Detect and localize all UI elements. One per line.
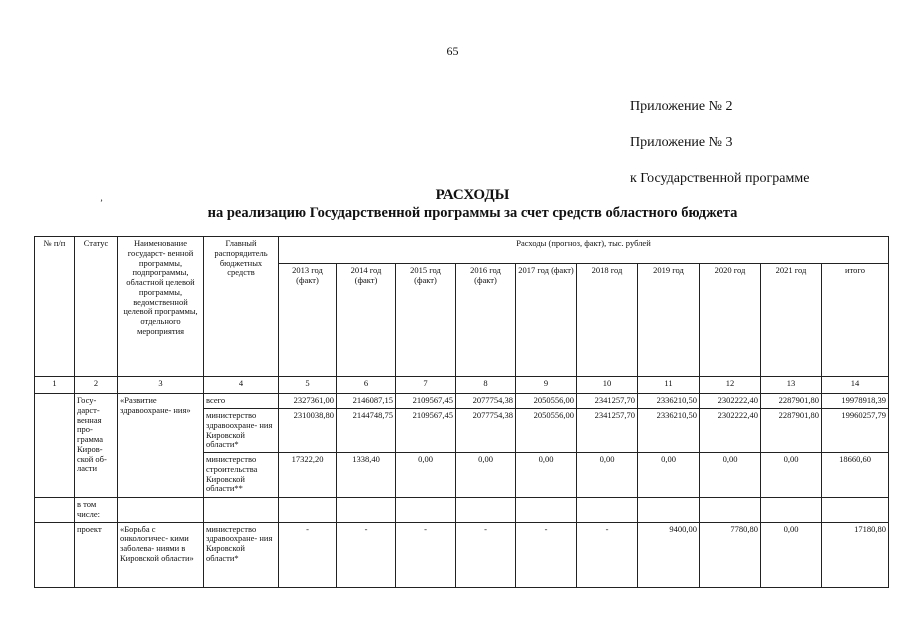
- empty-cell: [456, 498, 516, 523]
- year-header-total: итого: [822, 264, 889, 377]
- program-name: «Развитие здравоохране- ния»: [118, 394, 204, 498]
- annex-line-2: Приложение № 3: [630, 135, 733, 150]
- table-row: [35, 498, 889, 523]
- value-cell: 0,00: [456, 453, 516, 498]
- value-cell: 18660,60: [822, 453, 889, 498]
- value-cell: 0,00: [700, 453, 761, 498]
- empty-cell: [35, 498, 75, 523]
- distributor-cell: министерство строительства Кировской области**: [204, 453, 279, 498]
- value-cell: 0,00: [638, 453, 700, 498]
- column-number: 10: [577, 377, 638, 394]
- distributor-cell: всего: [204, 394, 279, 409]
- header-distributor: Главный распорядитель бюджетных средств: [204, 237, 279, 377]
- column-number: 3: [118, 377, 204, 394]
- column-number: 2: [75, 377, 118, 394]
- value-cell: -: [577, 522, 638, 587]
- header-name: Наименование государст- венной программы, подпрограммы, областной целевой программы, ведомственной целевой программы, отдельного мероприятия: [118, 237, 204, 377]
- empty-cell: [638, 498, 700, 523]
- value-cell: 19960257,79: [822, 409, 889, 453]
- year-header: 2013 год (факт): [279, 264, 337, 377]
- column-number: 14: [822, 377, 889, 394]
- value-cell: 2146087,15: [337, 394, 396, 409]
- value-cell: 9400,00: [638, 522, 700, 587]
- value-cell: 2327361,00: [279, 394, 337, 409]
- empty-cell: [204, 498, 279, 523]
- value-cell: -: [396, 522, 456, 587]
- column-number: 12: [700, 377, 761, 394]
- value-cell: 2287901,80: [761, 409, 822, 453]
- value-cell: 2077754,38: [456, 409, 516, 453]
- value-cell: 2336210,50: [638, 394, 700, 409]
- value-cell: -: [456, 522, 516, 587]
- column-number: 13: [761, 377, 822, 394]
- column-number: 1: [35, 377, 75, 394]
- project-status: проект: [75, 522, 118, 587]
- header-expenses: Расходы (прогноз, факт), тыс. рублей: [279, 237, 889, 264]
- value-cell: 1338,40: [337, 453, 396, 498]
- value-cell: 19978918,39: [822, 394, 889, 409]
- year-header: 2015 год (факт): [396, 264, 456, 377]
- value-cell: 17322,20: [279, 453, 337, 498]
- value-cell: -: [279, 522, 337, 587]
- column-number: 5: [279, 377, 337, 394]
- value-cell: 2109567,45: [396, 409, 456, 453]
- empty-cell: [516, 498, 577, 523]
- document-title: РАСХОДЫ: [435, 187, 510, 203]
- value-cell: 0,00: [577, 453, 638, 498]
- value-cell: 2050556,00: [516, 394, 577, 409]
- year-header: 2014 год (факт): [337, 264, 396, 377]
- annex-line-1: Приложение № 2: [630, 99, 733, 114]
- header-status: Статус: [75, 237, 118, 377]
- value-cell: 0,00: [761, 522, 822, 587]
- column-numbers-row: [35, 377, 889, 394]
- stray-mark: ’: [100, 198, 103, 208]
- year-header: 2021 год: [761, 264, 822, 377]
- empty-cell: [822, 498, 889, 523]
- distributor-cell: министерство здравоохране- ния Кировской области*: [204, 522, 279, 587]
- value-cell: 2341257,70: [577, 394, 638, 409]
- column-number: 4: [204, 377, 279, 394]
- including-label: в том числе:: [75, 498, 118, 523]
- column-number: 9: [516, 377, 577, 394]
- program-status: Госу- дарст- венная про- грамма Киров- ской об- ласти: [75, 394, 118, 498]
- value-cell: 2302222,40: [700, 394, 761, 409]
- page-number: 65: [446, 44, 459, 58]
- empty-cell: [700, 498, 761, 523]
- table-row: [35, 522, 889, 587]
- annex-line-3: к Государственной программе: [630, 171, 810, 186]
- document-subtitle: на реализацию Государственной программы за счет средств областного бюджета: [207, 205, 738, 221]
- column-number: 6: [337, 377, 396, 394]
- value-cell: 2302222,40: [700, 409, 761, 453]
- header-num: № п/п: [35, 237, 75, 377]
- value-cell: 7780,80: [700, 522, 761, 587]
- empty-cell: [577, 498, 638, 523]
- empty-cell: [337, 498, 396, 523]
- year-header: 2017 год (факт): [516, 264, 577, 377]
- empty-cell: [279, 498, 337, 523]
- value-cell: -: [337, 522, 396, 587]
- value-cell: 0,00: [396, 453, 456, 498]
- year-header: 2018 год: [577, 264, 638, 377]
- header-row: [35, 237, 889, 264]
- empty-cell: [761, 498, 822, 523]
- distributor-cell: министерство здравоохране- ния Кировской области*: [204, 409, 279, 453]
- project-name: «Борьба с онкологичес- кими заболева- ниями в Кировской области»: [118, 522, 204, 587]
- value-cell: 0,00: [516, 453, 577, 498]
- value-cell: 17180,80: [822, 522, 889, 587]
- year-header: 2020 год: [700, 264, 761, 377]
- column-number: 11: [638, 377, 700, 394]
- empty-cell: [118, 498, 204, 523]
- value-cell: 2336210,50: [638, 409, 700, 453]
- value-cell: -: [516, 522, 577, 587]
- value-cell: 2310038,80: [279, 409, 337, 453]
- value-cell: 2050556,00: [516, 409, 577, 453]
- value-cell: 2144748,75: [337, 409, 396, 453]
- empty-cell: [35, 522, 75, 587]
- year-header: 2016 год (факт): [456, 264, 516, 377]
- value-cell: 2109567,45: [396, 394, 456, 409]
- value-cell: 2287901,80: [761, 394, 822, 409]
- value-cell: 2077754,38: [456, 394, 516, 409]
- column-number: 7: [396, 377, 456, 394]
- year-header: 2019 год: [638, 264, 700, 377]
- budget-table: [34, 236, 889, 588]
- table-row: [35, 394, 889, 409]
- value-cell: 0,00: [761, 453, 822, 498]
- column-number: 8: [456, 377, 516, 394]
- value-cell: 2341257,70: [577, 409, 638, 453]
- program-num: [35, 394, 75, 498]
- empty-cell: [396, 498, 456, 523]
